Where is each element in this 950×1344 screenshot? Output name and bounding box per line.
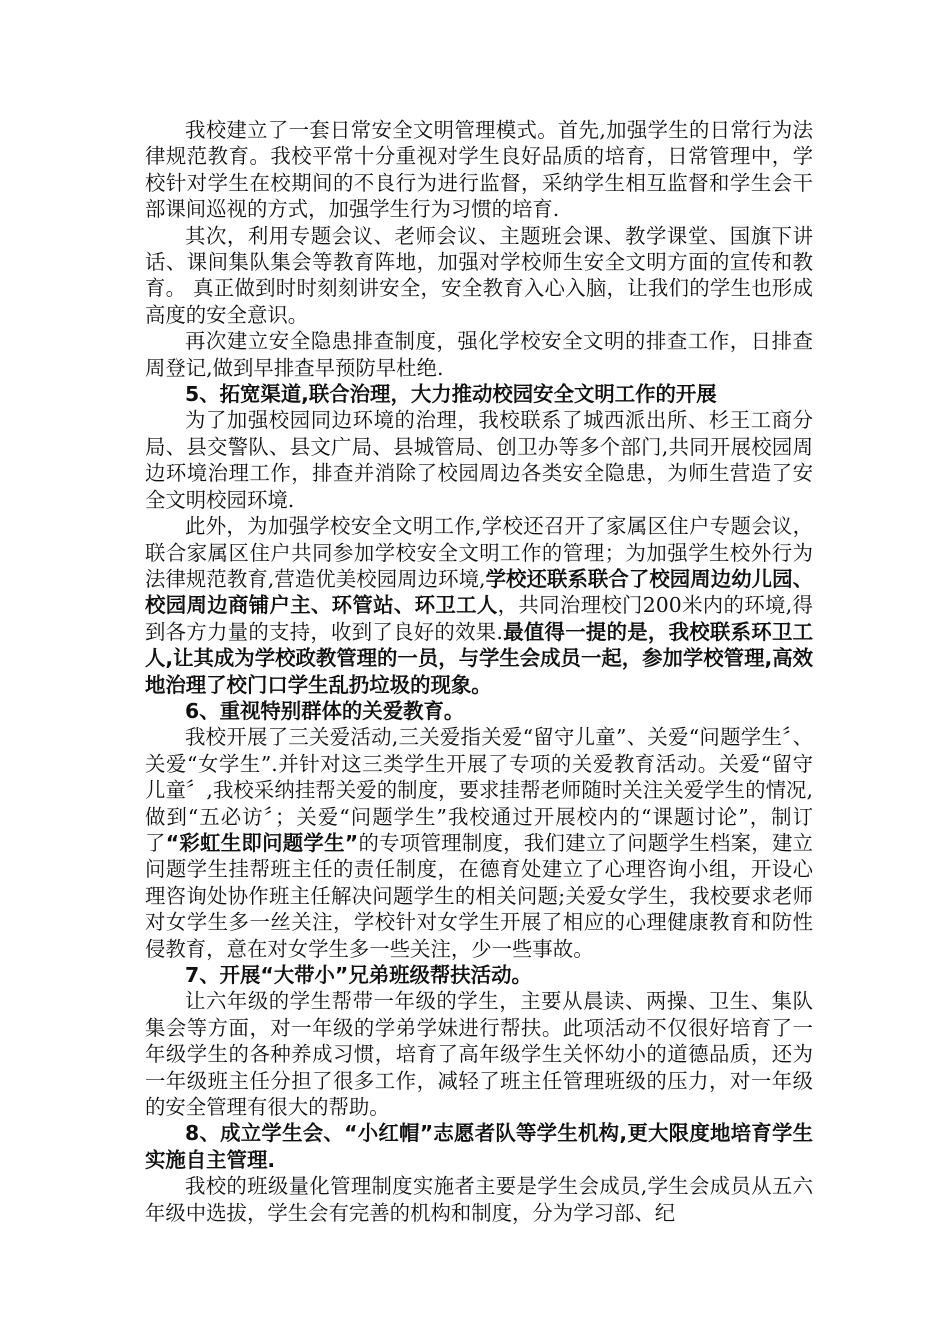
paragraph-residents — [145, 513, 813, 698]
paragraph-hazard-check: 再次建立安全隐患排查制度，强化学校安全文明的排查工作，日排查周登记,做到早排查早预防早杜绝. — [145, 329, 813, 380]
section-heading-7: 7、开展“大带小”兄弟班级帮扶活动。 — [185, 963, 532, 987]
paragraph-publicity: 其次，利用专题会议、老师会议、主题班会课、教学课堂、国旗下讲话、课间集队集会等教育阵地，加强对学校师生安全文明方面的宣传和教育。 真正做到时时刻刻讲安全，安全教育入心入脑，让我们的学生也形成高度的安全意识。 — [145, 223, 813, 327]
paragraph-joint-governance: 为了加强校园同边环境的治理，我校联系了城西派出所、杉王工商分局、县交警队、县文广局、县城管局、创卫办等多个部门,共同开展校园周边环境治理工作，排查并消除了校园周边各类安全隐患，为师生营造了安全文明校园环境. — [145, 408, 813, 512]
section-heading-5: 5、拓宽渠道,联合治理，大力推动校园安全文明工作的开展 — [185, 382, 717, 407]
paragraph-residents-highlight: 最值得一提的是，我校联系环卫工人,让其成为学校政教管理的一员，与学生会成员一起，参加学校管理,高效地治理了校门口学生乱扔垃圾的现象。 — [145, 619, 814, 697]
section-heading-8: 8、成立学生会、“小红帽”志愿者队等学生机构,更大限度地培育学生实施自主管理. — [145, 1121, 813, 1172]
paragraph-daily-management: 我校建立了一套日常安全文明管理模式。首先,加强学生的日常行为法律规范教育。我校平常十分重视对学生良好品质的培育，日常管理中，学校针对学生在校期间的不良行为进行监督，采纳学生相互监督和学生会干部课间巡视的方式，加强学生行为习惯的培育. — [145, 118, 813, 222]
paragraph-big-help-small: 让六年级的学生帮带一年级的学生，主要从晨读、两操、卫生、集队集会等方面，对一年级的学弟学妹进行帮扶。此项活动不仅很好培育了一年级学生的各种养成习惯，培育了高年级学生关怀幼小的道德品质，还为一年级班主任分担了很多工作，减轻了班主任管理班级的压力，对一年级的安全管理有很大的帮助。 — [145, 989, 813, 1120]
paragraph-residents-part2: ，共同治理校门200米内的环境,得到各方力量的支持，收到了良好的效果. — [145, 593, 813, 644]
paragraph-student-union: 我校的班级量化管理制度实施者主要是学生会成员,学生会成员从五六年级中选拔，学生会有完善的机构和制度，分为学习部、纪 — [145, 1174, 813, 1225]
paragraph-residents-part1: 此外，为加强学校安全文明工作,学校还召开了家属区住户专题会议，联合家属区住户共同参加学校安全文明工作的管理；为加强学生校外行为法律规范教育,营造优美校园周边环境, — [145, 514, 813, 591]
section-heading-6: 6、重视特别群体的关爱教育。 — [185, 698, 465, 723]
document-body — [145, 117, 813, 1226]
paragraph-care-part1: 我校开展了三关爱活动,三关爱指关爱“留守儿童”、关爱“问题学生〞、关爱“女学生”.并针对这三类学生开展了专项的关爱教育活动。关爱“留守儿童〞,我校采纳挂帮关爱的制度，要求挂帮老师随时关注关爱学生的情况,做到“五必访〞；关爱“问题学生”我校通过开展校内的“课题讨论”，制订了 — [145, 725, 813, 855]
paragraph-care-part2: 的专项管理制度，我们建立了问题学生档案，建立问题学生挂帮班主任的责任制度，在德育处建立了心理咨询小组，开设心理咨询处协作班主任解决问题学生的相关问题;关爱女学生，我校要求老师对女学生多一丝关注，学校针对女学生开展了相应的心理健康教育和防性侵教育，意在对女学生多一些关注，少一些事故。 — [145, 830, 814, 961]
paragraph-care-education — [145, 724, 813, 962]
paragraph-residents-bold: 学校还联系联合了校园周边幼儿园、校园周边商铺户主、环管站、环卫工人 — [145, 566, 813, 618]
paragraph-care-bold: “彩虹生即问题学生” — [165, 830, 359, 855]
